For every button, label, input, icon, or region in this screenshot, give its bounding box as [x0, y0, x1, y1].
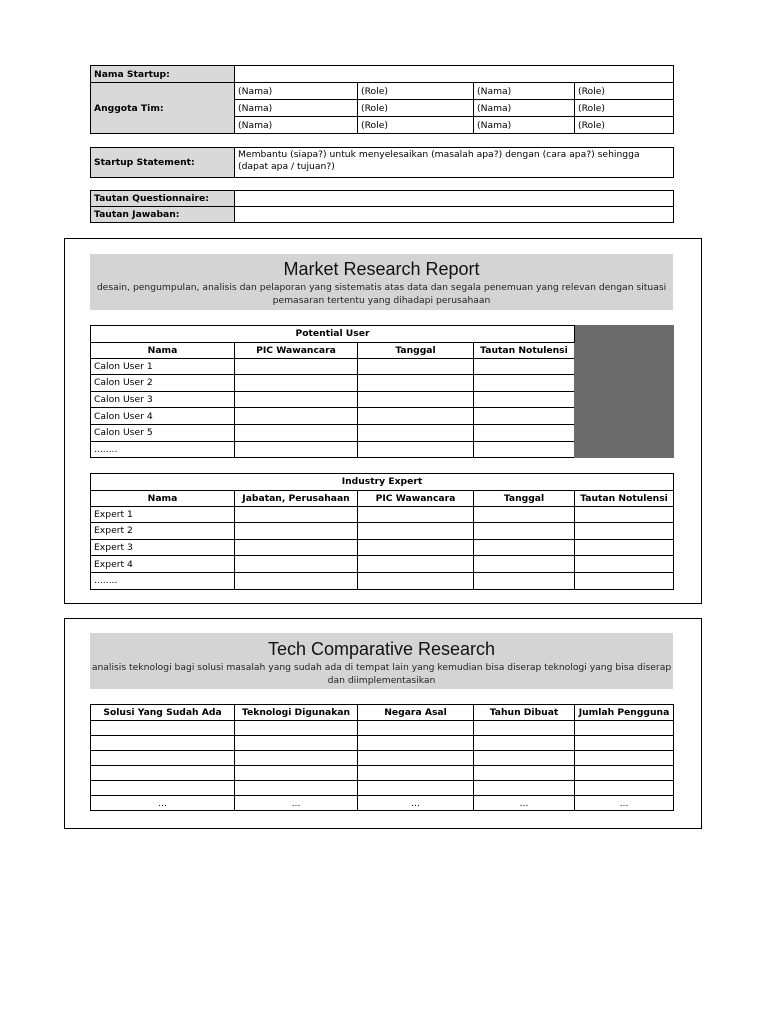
table-row	[91, 506, 674, 523]
table-cell[interactable]	[358, 391, 474, 408]
table-cell[interactable]	[575, 572, 674, 589]
table-cell[interactable]	[575, 736, 674, 751]
startup-statement-label: Startup Statement:	[91, 148, 235, 178]
user-name-cell[interactable]: Calon User 1	[91, 358, 235, 375]
table-cell[interactable]	[575, 556, 674, 573]
table-cell[interactable]	[235, 751, 358, 766]
team-member-role[interactable]: (Role)	[358, 100, 474, 117]
industry-expert-table	[90, 473, 674, 590]
tech-comparative-table	[90, 704, 674, 811]
table-cell[interactable]	[474, 736, 575, 751]
column-header: Teknologi Digunakan	[235, 705, 358, 721]
table-cell[interactable]	[575, 781, 674, 796]
tech-comparative-header	[91, 705, 674, 721]
team-member-name[interactable]: (Nama)	[474, 117, 575, 134]
table-cell[interactable]	[235, 572, 358, 589]
ellipsis-cell[interactable]: ...	[474, 796, 575, 811]
table-cell[interactable]	[235, 736, 358, 751]
table-cell[interactable]	[474, 358, 575, 375]
startup-name-label: Nama Startup:	[91, 66, 235, 83]
tech-comparative-banner	[90, 633, 673, 689]
table-cell[interactable]	[474, 441, 575, 458]
table-cell[interactable]	[474, 721, 575, 736]
tech-comparative-section	[64, 618, 702, 829]
column-header: Jumlah Pengguna	[575, 705, 674, 721]
table-row	[91, 721, 674, 736]
table-cell[interactable]	[358, 721, 474, 736]
table-cell[interactable]	[235, 424, 358, 441]
expert-name-cell[interactable]: Expert 3	[91, 539, 235, 556]
column-header: Tanggal	[358, 342, 474, 358]
table-cell[interactable]	[235, 781, 358, 796]
table-row	[91, 572, 674, 589]
column-header: Tautan Notulensi	[474, 342, 575, 358]
table-cell[interactable]	[235, 375, 358, 392]
table-cell[interactable]	[474, 391, 575, 408]
column-header: Nama	[91, 490, 235, 506]
column-header: PIC Wawancara	[358, 490, 474, 506]
table-cell[interactable]	[358, 736, 474, 751]
table-cell[interactable]	[474, 424, 575, 441]
column-header: PIC Wawancara	[235, 342, 358, 358]
questionnaire-link-field[interactable]	[235, 191, 674, 207]
table-cell[interactable]	[575, 766, 674, 781]
column-header: Nama	[91, 342, 235, 358]
team-label: Anggota Tim:	[91, 83, 235, 134]
table-cell[interactable]	[235, 441, 358, 458]
startup-info-table	[90, 65, 674, 134]
table-row	[91, 766, 674, 781]
table-cell[interactable]	[474, 539, 575, 556]
potential-user-table	[90, 325, 674, 458]
table-cell[interactable]	[358, 572, 474, 589]
table-cell[interactable]	[235, 539, 358, 556]
ellipsis-cell[interactable]: ...	[91, 796, 235, 811]
table-cell[interactable]	[358, 375, 474, 392]
table-cell[interactable]	[474, 375, 575, 392]
table-cell[interactable]	[575, 539, 674, 556]
user-name-cell[interactable]: ........	[91, 441, 235, 458]
expert-name-cell[interactable]: Expert 2	[91, 523, 235, 540]
tech-comparative-subtitle: analisis teknologi bagi solusi masalah yang sudah ada di tempat lain yang kemudian bisa diserap teknologi yang bisa diserap dan diimplementasikan	[91, 662, 672, 686]
potential-user-caption: Potential User	[91, 326, 575, 343]
user-name-cell[interactable]: Calon User 4	[91, 408, 235, 425]
table-cell[interactable]	[358, 751, 474, 766]
table-cell[interactable]	[235, 721, 358, 736]
table-row	[91, 751, 674, 766]
table-cell[interactable]	[474, 408, 575, 425]
column-header: Jabatan, Perusahaan	[235, 490, 358, 506]
team-member-role[interactable]: (Role)	[575, 83, 674, 100]
team-member-name[interactable]: (Nama)	[235, 117, 358, 134]
column-header: Tahun Dibuat	[474, 705, 575, 721]
team-member-name[interactable]: (Nama)	[474, 83, 575, 100]
table-cell[interactable]	[358, 358, 474, 375]
table-cell[interactable]	[358, 766, 474, 781]
table-cell[interactable]	[358, 523, 474, 540]
team-member-role[interactable]: (Role)	[575, 100, 674, 117]
column-header: Solusi Yang Sudah Ada	[91, 705, 235, 721]
table-row	[91, 539, 674, 556]
table-cell[interactable]	[235, 766, 358, 781]
table-cell[interactable]	[575, 523, 674, 540]
table-cell[interactable]	[235, 358, 358, 375]
table-cell[interactable]	[474, 766, 575, 781]
team-member-role[interactable]: (Role)	[358, 117, 474, 134]
team-member-name[interactable]: (Nama)	[474, 100, 575, 117]
table-row	[91, 736, 674, 751]
table-row	[91, 523, 674, 540]
table-cell[interactable]	[358, 539, 474, 556]
table-row	[91, 556, 674, 573]
industry-expert-caption: Industry Expert	[91, 474, 674, 491]
table-cell[interactable]	[235, 556, 358, 573]
links-table	[90, 190, 674, 223]
table-cell[interactable]	[474, 523, 575, 540]
team-member-role[interactable]: (Role)	[358, 83, 474, 100]
tech-comparative-title: Tech Comparative Research	[267, 639, 496, 659]
table-cell[interactable]	[91, 736, 235, 751]
startup-name-row	[91, 66, 674, 83]
table-cell[interactable]	[575, 751, 674, 766]
table-cell[interactable]	[91, 721, 235, 736]
gray-block	[575, 326, 674, 458]
table-cell[interactable]	[575, 721, 674, 736]
table-cell[interactable]	[474, 506, 575, 523]
table-cell[interactable]	[358, 506, 474, 523]
user-name-cell[interactable]: Calon User 3	[91, 391, 235, 408]
table-cell[interactable]	[358, 408, 474, 425]
answers-link-field[interactable]	[235, 207, 674, 223]
ellipsis-cell[interactable]: ...	[358, 796, 474, 811]
startup-name-field[interactable]	[235, 66, 674, 83]
questionnaire-link-label: Tautan Questionnaire:	[91, 191, 235, 207]
team-member-name[interactable]: (Nama)	[235, 83, 358, 100]
table-cell[interactable]	[474, 572, 575, 589]
table-cell[interactable]	[474, 781, 575, 796]
table-cell[interactable]	[474, 751, 575, 766]
table-cell[interactable]	[358, 556, 474, 573]
column-header: Tautan Notulensi	[575, 490, 674, 506]
table-cell[interactable]	[358, 441, 474, 458]
ellipsis-cell[interactable]: ...	[235, 796, 358, 811]
market-research-banner	[90, 254, 673, 310]
table-cell[interactable]	[235, 523, 358, 540]
column-header: Tanggal	[474, 490, 575, 506]
expert-name-cell[interactable]: ........	[91, 572, 235, 589]
table-cell[interactable]	[91, 766, 235, 781]
user-name-cell[interactable]: Calon User 5	[91, 424, 235, 441]
market-research-title: Market Research Report	[283, 259, 480, 279]
table-cell[interactable]	[235, 506, 358, 523]
table-cell[interactable]	[235, 391, 358, 408]
market-research-section	[64, 238, 702, 604]
ellipsis-cell[interactable]: ...	[575, 796, 674, 811]
team-member-role[interactable]: (Role)	[575, 117, 674, 134]
team-row	[91, 83, 674, 100]
table-row	[91, 781, 674, 796]
table-cell[interactable]	[358, 781, 474, 796]
table-cell[interactable]	[474, 556, 575, 573]
table-cell[interactable]	[91, 781, 235, 796]
industry-expert-header	[91, 490, 674, 506]
expert-name-cell[interactable]: Expert 4	[91, 556, 235, 573]
startup-statement-table	[90, 147, 674, 178]
answers-link-label: Tautan Jawaban:	[91, 207, 235, 223]
table-row	[91, 796, 674, 811]
table-cell[interactable]	[358, 424, 474, 441]
team-member-name[interactable]: (Nama)	[235, 100, 358, 117]
table-cell[interactable]	[91, 751, 235, 766]
startup-statement-field[interactable]: Membantu (siapa?) untuk menyelesaikan (masalah apa?) dengan (cara apa?) sehingga (dapat apa / tujuan?)	[235, 148, 674, 178]
user-name-cell[interactable]: Calon User 2	[91, 375, 235, 392]
table-cell[interactable]	[235, 408, 358, 425]
market-research-subtitle: desain, pengumpulan, analisis dan pelaporan yang sistematis atas data dan segala penemuan yang relevan dengan situasi pemasaran tertentu yang dihadapi perusahaan	[96, 282, 667, 306]
column-header: Negara Asal	[358, 705, 474, 721]
table-cell[interactable]	[575, 506, 674, 523]
expert-name-cell[interactable]: Expert 1	[91, 506, 235, 523]
